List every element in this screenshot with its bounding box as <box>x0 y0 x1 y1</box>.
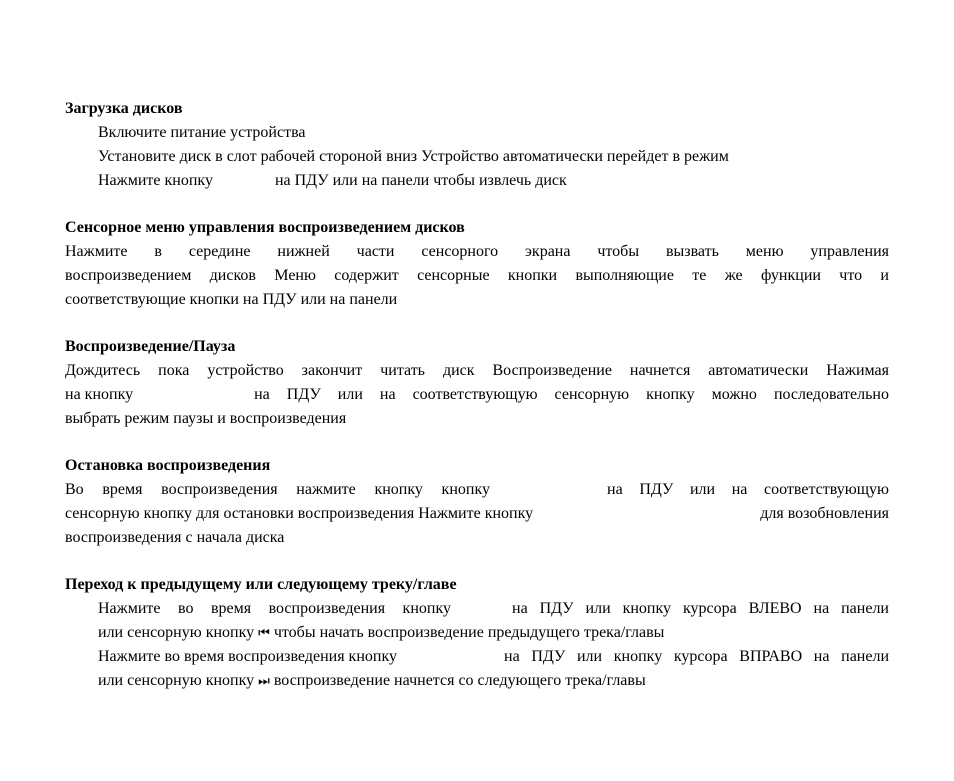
paragraph-line: Установите диск в слот рабочей стороной вниз Устройство автоматически перейдет в режим <box>98 148 729 165</box>
paragraph-line <box>65 383 889 407</box>
text-fragment: Нажмите во время воспроизведения кнопку <box>98 648 397 665</box>
section-disc-loading <box>65 97 889 193</box>
paragraph-line <box>65 502 889 526</box>
text-fragment: воспроизведение начнется со следующего трека/главы <box>273 672 646 689</box>
section-play-pause <box>65 335 889 431</box>
paragraph-line <box>65 478 889 502</box>
paragraph-line: Нажмите в середине нижней части сенсорного экрана чтобы вызвать меню управления <box>65 243 889 260</box>
paragraph-line: выбрать режим паузы и воспроизведения <box>65 410 347 427</box>
paragraph-line <box>65 597 889 621</box>
paragraph-line <box>65 645 889 669</box>
text-fragment: Нажмите кнопку <box>98 172 213 189</box>
section-prev-next-track <box>65 573 889 693</box>
paragraph-line: воспроизведением дисков Меню содержит сенсорные кнопки выполняющие те же функции что и <box>65 267 889 284</box>
paragraph-line <box>65 669 889 693</box>
text-fragment: на ПДУ или кнопку курсора ВПРАВО на панели <box>504 648 889 665</box>
section-heading: Загрузка дисков <box>65 100 183 117</box>
section-heading: Остановка воспроизведения <box>65 457 271 474</box>
text-fragment: на ПДУ или на соответствующую <box>607 481 889 498</box>
section-touch-menu <box>65 216 889 312</box>
text-fragment: на ПДУ или на панели чтобы извлечь диск <box>274 172 567 189</box>
text-fragment: на ПДУ или на соответствующую сенсорную кнопку можно последовательно <box>254 386 889 403</box>
text-fragment: на кнопку <box>65 386 134 403</box>
text-fragment: или сенсорную кнопку <box>98 624 255 641</box>
paragraph-line <box>65 621 889 645</box>
previous-track-icon: ⏮ <box>258 626 270 641</box>
paragraph-line: воспроизведения с начала диска <box>65 529 285 546</box>
text-fragment: Нажмите во время воспроизведения кнопку <box>98 600 451 617</box>
section-heading: Сенсорное меню управления воспроизведением дисков <box>65 219 465 236</box>
text-fragment: чтобы начать воспроизведение предыдущего трека/главы <box>273 624 665 641</box>
paragraph-line <box>65 169 889 193</box>
text-fragment: Во время воспроизведения нажмите кнопку кнопку <box>65 481 490 498</box>
paragraph-line: соответствующие кнопки на ПДУ или на панели <box>65 291 398 308</box>
section-heading: Переход к предыдущему или следующему треку/главе <box>65 576 457 593</box>
text-fragment: сенсорную кнопку для остановки воспроизведения Нажмите кнопку <box>65 505 534 522</box>
text-fragment: на ПДУ или кнопку курсора ВЛЕВО на панели <box>512 600 889 617</box>
text-fragment: или сенсорную кнопку <box>98 672 255 689</box>
section-heading: Воспроизведение/Пауза <box>65 338 236 355</box>
section-stop <box>65 454 889 550</box>
paragraph-line: Дождитесь пока устройство закончит читать диск Воспроизведение начнется автоматически Нажимая <box>65 362 889 379</box>
paragraph-line: Включите питание устройства <box>98 124 306 141</box>
text-fragment: для возобновления <box>760 505 889 522</box>
next-track-icon: ⏭ <box>258 674 270 689</box>
document-page <box>65 97 889 716</box>
